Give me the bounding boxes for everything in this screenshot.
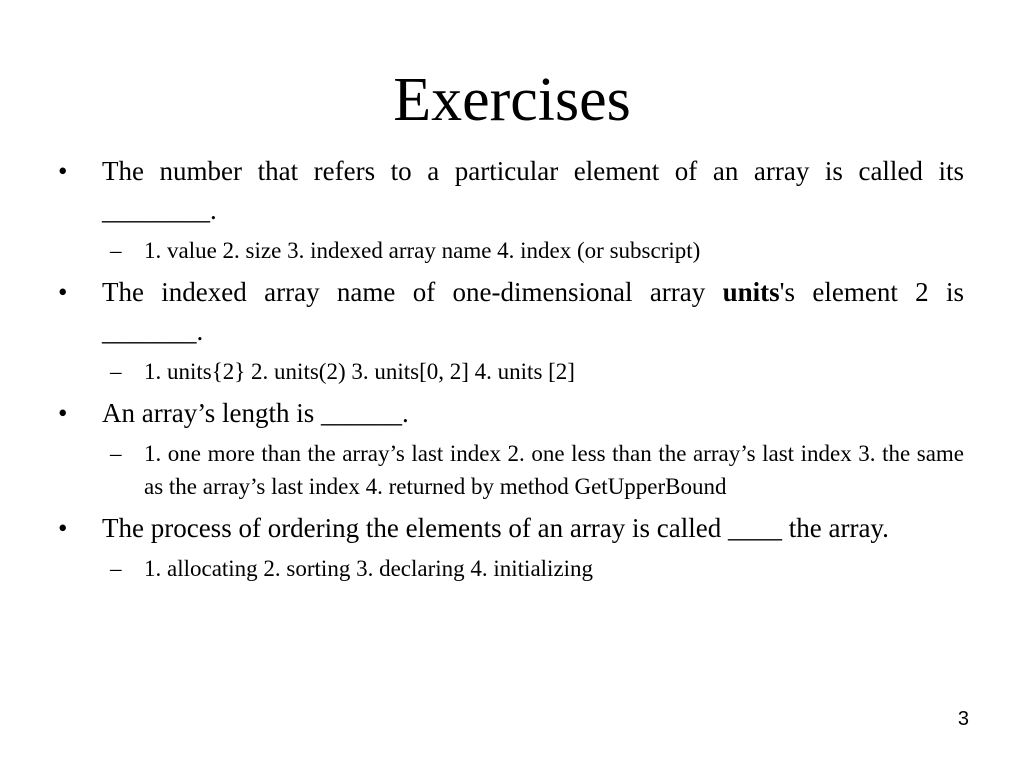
options-text: 1. units{2} 2. units(2) 3. units[0, 2] 4. units [2] [144,359,575,384]
options-text: 1. allocating 2. sorting 3. declaring 4. initializing [144,556,594,581]
bullet-icon: • [58,513,68,543]
exercise-question-4 [58,509,964,548]
exercise-options-4 [58,552,964,585]
options-text: 1. value 2. size 3. indexed array name 4. index (or subscript) [144,238,701,263]
bullet-icon: • [58,156,68,186]
exercise-options-2 [58,355,964,388]
question-text: The number that refers to a particular element of an array is called its ________. [102,156,964,225]
question-text-part: The indexed array name of one-dimensional array [102,277,723,307]
question-text: An array’s length is ______. [102,398,409,428]
question-text-part: 's element 2 is _______. [102,277,964,346]
question-bold-term: units [722,277,780,307]
bullet-icon: • [58,398,68,428]
exercise-question-1 [58,152,964,230]
dash-icon: – [110,556,122,581]
exercise-question-3 [58,394,964,433]
options-text: 1. one more than the array’s last index 2. one less than the array’s last index 3. the same as the array’s last index 4. returned by method GetUpperBound [144,441,964,499]
question-text: The process of ordering the elements of an array is called ____ the array. [102,513,889,543]
page-number: 3 [957,708,969,730]
dash-icon: – [110,441,122,466]
exercise-list [58,152,964,591]
bullet-icon: • [58,277,68,307]
exercise-question-2 [58,273,964,351]
slide-title: Exercises [393,66,631,134]
dash-icon: – [110,238,122,263]
exercise-options-1 [58,234,964,267]
dash-icon: – [110,359,122,384]
exercise-options-3 [58,437,964,503]
